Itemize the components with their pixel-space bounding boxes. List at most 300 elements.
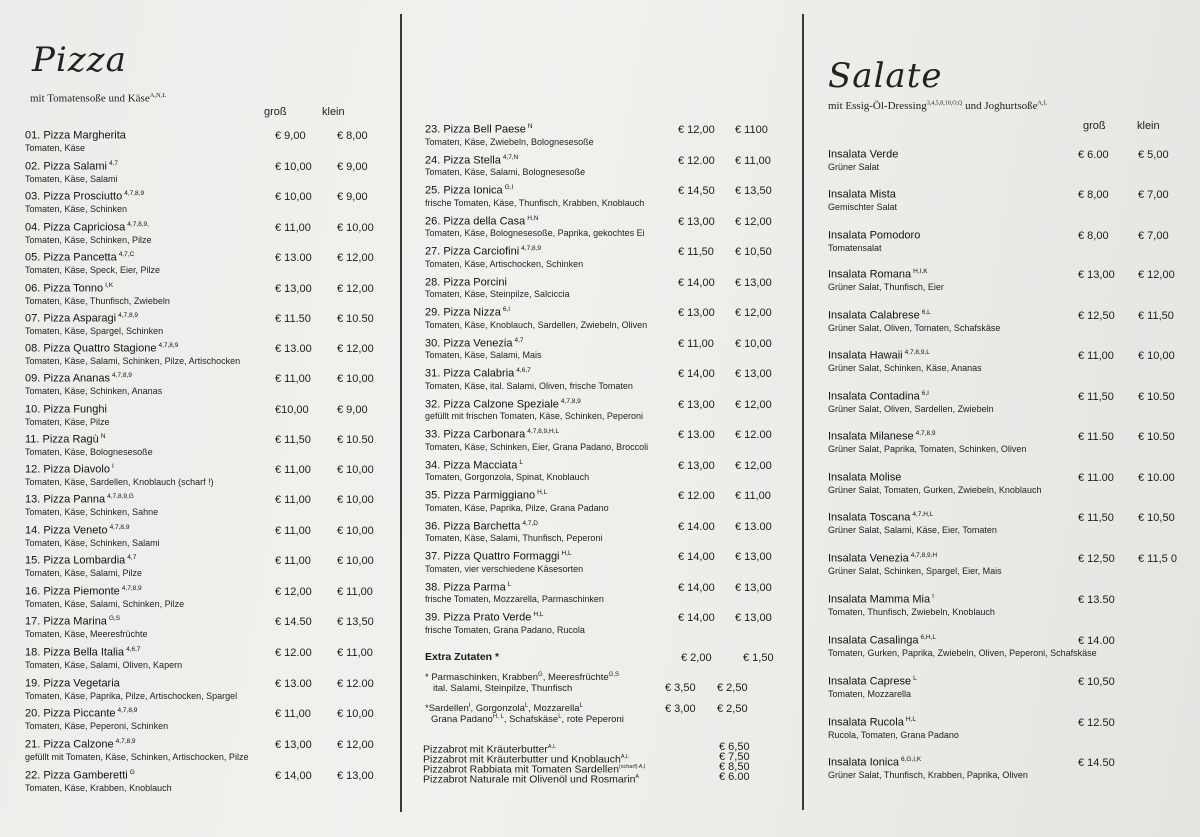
extra-line1-top: [425, 672, 765, 683]
salate-title: Salate: [828, 56, 943, 96]
item-price-klein: € 13,00: [735, 368, 772, 380]
item-price-klein: € 10.50: [1138, 391, 1175, 403]
item-price-gross: € 13,00: [678, 459, 715, 472]
item-name: [425, 276, 570, 289]
item-price-gross: € 12.00: [678, 490, 715, 502]
item-description: Grüner Salat, Schinken, Käse, Ananas: [828, 362, 982, 373]
item-name-text: 29. Pizza Nizza: [425, 306, 501, 319]
pizzabrot-codes: A,L: [547, 744, 557, 750]
item-description: Tomaten, Käse, Schinken: [25, 203, 128, 214]
item-name-text: 37. Pizza Quattro Formaggi: [425, 550, 560, 563]
item-name: [828, 390, 994, 403]
item-price-gross: € 13,00: [678, 307, 715, 319]
item-price-klein: € 11,00: [337, 586, 373, 598]
item-price-gross: € 14,00: [678, 581, 715, 594]
salate-subtitle-sup1: 3,4,5,8,10,O,Q: [926, 100, 963, 107]
item-allergen-codes: N: [527, 123, 533, 130]
item-allergen-codes: H,L: [561, 550, 572, 557]
item-description: Grüner Salat, Salami, Käse, Eier, Tomaten: [828, 524, 997, 535]
menu-item: [828, 552, 1177, 582]
item-allergen-codes: 4,7,H,L: [912, 511, 934, 518]
item-description: Tomaten, Gorgonzola, Spinat, Knoblauch: [425, 472, 590, 483]
item-allergen-codes: 4,7,8,9,G: [107, 493, 134, 500]
item-name-text: 28. Pizza Porcini: [425, 276, 507, 289]
item-allergen-codes: 4,7,8,9: [121, 585, 142, 592]
item-description: frische Tomaten, Käse, Thunfisch, Krabben, Knoblauch: [425, 197, 645, 208]
extra-line2-top: [425, 703, 765, 714]
item-price-klein: € 13.00: [735, 520, 772, 533]
item-description: gefüllt mit frischen Tomaten, Käse, Schinken, Peperoni: [425, 411, 643, 422]
pizzabrot-codes: A,L: [620, 754, 630, 760]
item-name-text: 09. Pizza Ananas: [25, 372, 111, 385]
item-price-klein: € 10.00: [1138, 472, 1175, 484]
menu-item: [25, 493, 374, 523]
item-description: Tomaten, Käse, Bolognesesoße, Paprika, gekochtes Ei: [425, 228, 645, 239]
item-description: Tomaten, Käse, Salami: [25, 173, 118, 184]
item-name: [828, 593, 995, 606]
item-price-gross: € 11,50: [275, 434, 311, 446]
item-price-gross: € 13,00: [678, 398, 715, 411]
item-name: [425, 581, 604, 594]
item-price-gross: € 11,50: [1078, 512, 1114, 524]
item-name-text: 06. Pizza Tonno: [25, 282, 104, 295]
item-price-klein: € 13,00: [735, 276, 772, 289]
item-name-text: 04. Pizza Capriciosa: [25, 221, 126, 234]
item-price-gross: € 14,00: [678, 612, 715, 624]
item-name-text: 32. Pizza Calzone Speziale: [425, 398, 559, 411]
item-allergen-codes: H,L: [537, 489, 548, 496]
item-description: Tomaten, Käse, Salami, Oliven, Kapern: [25, 659, 183, 670]
item-name-text: 34. Pizza Macciata: [425, 459, 518, 472]
item-description: Grüner Salat, Oliven, Sardellen, Zwiebeln: [828, 403, 994, 414]
item-description: Tomaten, Käse, Paprika, Pilze, Grana Padano: [425, 502, 609, 513]
item-name-text: 12. Pizza Diavolo: [25, 463, 110, 476]
item-name-text: 05. Pizza Pancetta: [25, 251, 117, 264]
item-price-klein: € 9,00: [337, 404, 368, 416]
item-name-text: 07. Pizza Asparagi: [25, 312, 117, 325]
item-allergen-codes: 4,7,8,9,H,L: [527, 428, 560, 435]
menu-item: [425, 428, 772, 458]
menu-item: [25, 585, 373, 615]
extra-zutaten-gross: € 2,00: [681, 652, 712, 664]
item-name-text: 36. Pizza Barchetta: [425, 520, 521, 533]
salate-col-klein: klein: [1137, 120, 1160, 132]
item-description: Tomaten, Käse, Artischocken, Schinken: [425, 258, 584, 269]
item-name: [828, 188, 898, 201]
pizzabrot-price: € 7,50: [719, 751, 750, 763]
item-name-text: Insalata Rucola: [828, 716, 904, 729]
menu-item: [25, 433, 374, 463]
item-description: Tomaten, Gurken, Paprika, Zwiebeln, Oliven, Peperoni, Schafskäse: [828, 647, 1097, 658]
item-description: Tomaten, Käse, Sardellen, Knoblauch (scharf !): [25, 476, 214, 487]
item-allergen-codes: 4,7,8,9,: [127, 221, 149, 228]
item-name-text: Insalata Pomodoro: [828, 229, 921, 242]
salate-subtitle: [828, 100, 1047, 112]
extra-line1-a: * Parmaschinken, Krabben: [425, 672, 539, 684]
item-price-klein: € 13,00: [735, 581, 772, 594]
menu-item: [425, 397, 772, 428]
item-name-text: 15. Pizza Lombardia: [25, 554, 126, 567]
item-name: [425, 611, 585, 624]
extra-line2-b-sup: L: [524, 703, 529, 709]
salate-subtitle-text: mit Essig-Öl-Dressing: [828, 100, 927, 112]
item-price-klein: € 7,00: [1138, 189, 1169, 201]
item-allergen-codes: 4,7,8,9: [117, 707, 138, 714]
item-price-klein: € 12,00: [337, 283, 374, 295]
item-price-gross: € 12,00: [275, 586, 312, 598]
item-description: Tomaten, Käse, Zwiebeln, Bolognesesoße: [425, 136, 594, 147]
item-price-klein: € 10,00: [337, 222, 374, 234]
item-price-klein: € 10.50: [337, 313, 374, 325]
item-name: [425, 123, 594, 136]
extra-line2-d: Grana Padano: [431, 714, 493, 726]
item-description: frische Tomaten, Grana Padano, Rucola: [425, 624, 585, 635]
extra-line2-klein: € 2,50: [717, 703, 748, 715]
item-description: Tomaten, Käse, Speck, Eier, Pilze: [25, 264, 161, 275]
item-name: [25, 646, 182, 659]
item-price-klein: € 5,00: [1138, 149, 1169, 161]
item-allergen-codes: 4,7,8,9: [109, 524, 130, 531]
item-price-gross: € 14.50: [1078, 757, 1115, 769]
item-description: Grüner Salat, Thunfisch, Krabben, Paprika, Oliven: [828, 769, 1028, 780]
item-price-gross: € 14,00: [678, 368, 715, 380]
item-price-gross: € 11,00: [275, 373, 311, 385]
item-price-gross: € 11,00: [275, 494, 311, 506]
item-price-gross: € 11.50: [1078, 431, 1114, 443]
item-name: [25, 251, 160, 264]
item-name-text: Insalata Mista: [828, 188, 896, 201]
item-price-gross: € 13,00: [678, 215, 715, 228]
menu-item: [425, 550, 772, 580]
item-price-gross: € 11,50: [1078, 391, 1114, 403]
item-price-klein: € 12,00: [337, 252, 374, 264]
menu-item: [828, 716, 1115, 746]
menu-item: [25, 221, 374, 251]
item-price-gross: € 13,00: [275, 739, 312, 751]
item-price-klein: € 12,00: [337, 739, 374, 751]
item-price-gross: € 12.50: [1078, 717, 1115, 729]
item-allergen-codes: 4,7: [514, 336, 524, 344]
item-name-text: 08. Pizza Quattro Stagione: [25, 342, 157, 355]
salate-subtitle-sup2: A,L: [1037, 100, 1048, 107]
item-allergen-codes: L: [507, 580, 512, 588]
menu-item: [425, 153, 771, 184]
item-price-gross: € 14,50: [678, 185, 715, 197]
salate-subtitle-text2: und Joghurtsoße: [962, 100, 1038, 112]
item-price-klein: € 12,00: [735, 459, 772, 472]
item-allergen-codes: H,N: [527, 214, 539, 222]
item-allergen-codes: 6,I: [502, 306, 511, 313]
item-price-gross: € 11.50: [275, 313, 311, 325]
item-allergen-codes: 4,7,8,9: [521, 245, 542, 252]
item-name: [25, 615, 148, 628]
extra-line2-c-sup: L: [579, 703, 583, 709]
item-description: Tomaten, Käse, Spargel, Schinken: [25, 325, 164, 336]
item-price-gross: € 14.00: [678, 520, 715, 533]
item-name-text: Insalata Venezia: [828, 552, 909, 565]
item-price-klein: € 10.50: [1138, 431, 1175, 443]
item-name-text: 20. Pizza Piccante: [25, 707, 116, 720]
item-price-klein: € 10,00: [337, 494, 374, 506]
pizza-subtitle: [30, 92, 166, 105]
item-price-klein: € 13,00: [735, 612, 772, 624]
item-price-gross: € 10,50: [1078, 676, 1115, 688]
item-name: [828, 634, 1097, 647]
item-price-klein: € 10,00: [337, 708, 374, 720]
item-name: [25, 524, 160, 537]
item-name-text: Insalata Mamma Mia: [828, 593, 931, 606]
item-allergen-codes: H,I,K: [913, 268, 928, 275]
item-description: Tomaten, Käse, Meeresfrüchte: [25, 628, 148, 639]
item-description: Tomaten, Käse, Pilze: [25, 416, 110, 427]
item-description: Tomaten, Käse: [25, 142, 86, 153]
menu-item: [425, 123, 768, 153]
item-name-text: 21. Pizza Calzone: [25, 738, 114, 751]
item-price-klein: € 11,00: [337, 647, 373, 659]
item-description: Grüner Salat, Tomaten, Gurken, Zwiebeln, Knoblauch: [828, 484, 1042, 495]
menu-item: [828, 430, 1175, 460]
item-name: [25, 677, 237, 690]
item-price-gross: € 11,00: [275, 464, 311, 476]
item-name: [25, 129, 128, 142]
item-name: [425, 306, 647, 319]
item-allergen-codes: 4,7: [108, 160, 118, 167]
extra-line2-bottom: [425, 714, 765, 725]
item-price-gross: € 13,00: [1078, 269, 1115, 281]
item-description: Tomaten, Käse, Paprika, Pilze, Artischocken, Spargel: [25, 690, 238, 701]
item-name: [828, 471, 1041, 484]
item-name: [425, 245, 583, 258]
item-allergen-codes: 4,7,8,9: [118, 312, 139, 319]
item-name-text: 14. Pizza Veneto: [25, 524, 108, 537]
extra-zutaten-klein: € 1,50: [743, 652, 774, 664]
item-price-klein: € 13,50: [337, 616, 374, 628]
item-name: [425, 398, 643, 411]
item-name: [25, 221, 152, 234]
item-name: [425, 184, 644, 197]
item-name-text: 24. Pizza Stella: [425, 154, 501, 167]
item-name: [828, 229, 922, 242]
item-description: Gemischter Salat: [828, 201, 898, 212]
menu-item: [828, 511, 1175, 541]
item-name-text: 11. Pizza Ragù: [25, 433, 99, 446]
item-name: [828, 511, 997, 524]
item-name: [25, 312, 163, 325]
pizzabrot-price: € 6,50: [719, 741, 750, 753]
item-description: Tomaten, Käse, Krabben, Knoblauch: [25, 782, 172, 793]
item-allergen-codes: 4,7,N: [502, 153, 519, 161]
item-price-gross: € 14.50: [275, 616, 312, 628]
item-name-text: Insalata Molise: [828, 471, 902, 484]
item-description: Tomaten, Käse, Salami, Pilze: [25, 567, 143, 578]
item-price-klein: € 1100: [735, 124, 768, 136]
item-name: [828, 430, 1026, 443]
menu-item: [25, 463, 374, 493]
item-price-klein: € 11,5 0: [1138, 553, 1177, 565]
item-description: Tomaten, Käse, Salami, Mais: [425, 350, 542, 361]
item-name-text: 19. Pizza Vegetaria: [25, 677, 120, 690]
item-description: Tomaten, Käse, Salami, Bolognesesoße: [425, 167, 586, 178]
item-name-text: 17. Pizza Marina: [25, 615, 107, 628]
item-description: Tomaten, Käse, Schinken, Eier, Grana Padano, Broccoli: [425, 441, 649, 452]
item-price-klein: € 13,50: [735, 185, 772, 197]
pizzabrot-codes: A: [635, 774, 640, 780]
menu-item: [25, 372, 374, 402]
item-name: [425, 215, 645, 228]
item-price-gross: € 11,00: [678, 337, 714, 350]
item-price-klein: € 10.50: [337, 434, 374, 446]
extra-line2-b: , Gorgonzola: [470, 703, 525, 715]
item-allergen-codes: H,L: [905, 716, 916, 723]
pizzabrot-price: € 8,50: [719, 761, 750, 773]
item-name-text: 22. Pizza Gamberetti: [25, 769, 128, 782]
item-name-text: Insalata Contadina: [828, 390, 920, 403]
item-price-gross: € 13,00: [275, 283, 312, 295]
item-name: [828, 309, 1000, 322]
item-price-gross: € 13.00: [275, 252, 312, 264]
item-price-klein: € 9,00: [337, 161, 368, 173]
item-description: Tomaten, Käse, Schinken, Salami: [25, 537, 160, 548]
extra-zutaten-row: [425, 651, 785, 663]
item-description: Tomaten, Käse, Knoblauch, Sardellen, Zwiebeln, Oliven: [425, 319, 648, 330]
item-name-text: 31. Pizza Calabria: [425, 367, 515, 380]
item-name-text: Insalata Toscana: [828, 511, 911, 524]
menu-item: [25, 312, 374, 342]
column-divider-left: [400, 14, 402, 812]
item-name: [25, 342, 240, 355]
item-name: [828, 268, 944, 281]
item-name: [25, 372, 162, 385]
item-description: Tomaten, Käse, Salami, Schinken, Pilze, Artischocken: [25, 355, 241, 366]
item-price-klein: € 12,00: [735, 398, 772, 411]
item-name: [828, 148, 900, 161]
item-name-text: 27. Pizza Carciofini: [425, 245, 520, 258]
item-name: [425, 367, 633, 380]
item-name-text: 33. Pizza Carbonara: [425, 428, 526, 441]
item-price-gross: € 11,00: [275, 525, 311, 537]
item-allergen-codes: L: [913, 675, 917, 682]
item-name: [25, 190, 144, 203]
item-price-gross: € 14,00: [678, 551, 715, 563]
item-description: Tomaten, Thunfisch, Zwiebeln, Knoblauch: [828, 606, 995, 617]
menu-item: [425, 611, 772, 641]
item-allergen-codes: 4,7,8,9,H: [910, 552, 938, 559]
pizza-col-gross: groß: [264, 106, 287, 118]
item-name: [25, 707, 168, 720]
item-price-gross: € 11,00: [275, 222, 311, 234]
menu-item: [828, 229, 1169, 259]
menu-item: [828, 756, 1115, 786]
extra-line2-c: , Mozzarella: [528, 703, 580, 715]
item-name-text: 35. Pizza Parmiggiano: [425, 489, 536, 502]
item-description: Rucola, Tomaten, Grana Padano: [828, 729, 959, 740]
item-name: [25, 282, 170, 295]
item-price-gross: € 12.00: [275, 647, 312, 659]
menu-item: [828, 309, 1174, 339]
extra-line2-a: *Sardellen: [425, 703, 469, 715]
item-allergen-codes: G,S: [108, 615, 121, 622]
item-price-gross: € 12,00: [678, 124, 715, 136]
item-description: Tomaten, Käse, Schinken, Sahne: [25, 506, 159, 517]
item-name: [425, 428, 648, 441]
menu-item: [25, 160, 368, 190]
item-name: [828, 756, 1028, 769]
item-description: Tomaten, Käse, Schinken, Pilze: [25, 234, 152, 245]
item-allergen-codes: I: [932, 593, 934, 600]
extra-line1-gross: € 3,50: [665, 682, 696, 694]
item-name: [425, 459, 589, 472]
item-price-gross: € 13.00: [275, 678, 312, 690]
extra-line2-e-sup: L: [558, 714, 562, 721]
item-description: Grüner Salat: [828, 161, 880, 172]
item-name-text: 02. Pizza Salami: [25, 160, 107, 173]
pizzabrot-name: Pizzabrot Rabbiata mit Tomaten Sardellen: [423, 763, 619, 776]
item-price-gross: € 11,50: [678, 246, 714, 258]
menu-item: [425, 519, 772, 550]
pizza-subtitle-text: mit Tomatensoße und Käse: [30, 92, 150, 105]
menu-item: [425, 245, 772, 275]
item-name-text: 26. Pizza della Casa: [425, 215, 526, 228]
item-price-klein: € 10,00: [1138, 350, 1175, 362]
item-price-klein: € 10,00: [337, 555, 374, 567]
extra-line2-a-sup: I: [468, 703, 471, 709]
item-description: Tomaten, Käse, Bolognesesoße: [25, 446, 153, 457]
item-price-gross: € 14,00: [275, 770, 312, 782]
item-price-gross: € 13.00: [678, 429, 715, 441]
item-name-text: 10. Pizza Funghi: [25, 403, 107, 416]
item-price-gross: € 11,00: [275, 708, 311, 720]
item-name-text: Insalata Ionica: [828, 756, 899, 769]
item-allergen-codes: 4,7,8,9: [112, 372, 132, 379]
item-allergen-codes: 4,7,D: [522, 519, 538, 527]
extra-zutaten-title: Extra Zutaten *: [425, 651, 500, 663]
item-name: [25, 463, 214, 476]
extra-line1-klein: € 2,50: [717, 682, 748, 694]
item-name: [25, 493, 158, 506]
item-name-text: 25. Pizza Ionica: [425, 184, 503, 197]
item-name: [425, 337, 542, 350]
extra-zutaten-line2: [425, 703, 765, 725]
item-allergen-codes: 4,7,8,9: [915, 430, 936, 437]
item-price-klein: € 7,00: [1138, 230, 1169, 242]
menu-item: [25, 190, 368, 220]
item-allergen-codes: H,L: [533, 611, 544, 618]
menu-item: [425, 367, 772, 397]
item-name-text: Insalata Verde: [828, 148, 899, 161]
item-name: [25, 554, 142, 567]
item-price-gross: € 11.00: [1078, 472, 1114, 484]
menu-item: [425, 276, 772, 306]
item-price-klein: € 10,00: [337, 373, 374, 385]
item-description: Tomaten, Käse, Peperoni, Schinken: [25, 720, 169, 731]
item-description: Tomaten, Käse, ital. Salami, Oliven, frische Tomaten: [425, 380, 633, 391]
item-price-klein: € 12,00: [735, 215, 772, 228]
menu-item: [25, 403, 368, 433]
item-allergen-codes: I: [112, 463, 114, 470]
item-price-klein: € 12,00: [1138, 269, 1175, 281]
menu-item: [25, 707, 374, 737]
item-description: Grüner Salat, Schinken, Spargel, Eier, Mais: [828, 565, 1002, 576]
menu-item: [25, 769, 374, 799]
item-price-klein: € 12.00: [735, 429, 772, 441]
item-description: Tomatensalat: [828, 242, 882, 253]
extra-line1-c: ital. Salami, Steinpilze, Thunfisch: [433, 683, 573, 695]
item-allergen-codes: G,I: [504, 184, 514, 191]
item-price-gross: € 10,00: [275, 161, 312, 173]
item-name: [828, 552, 1002, 565]
item-name-text: Insalata Casalinga: [828, 634, 919, 647]
item-price-gross: €10,00: [275, 404, 309, 416]
